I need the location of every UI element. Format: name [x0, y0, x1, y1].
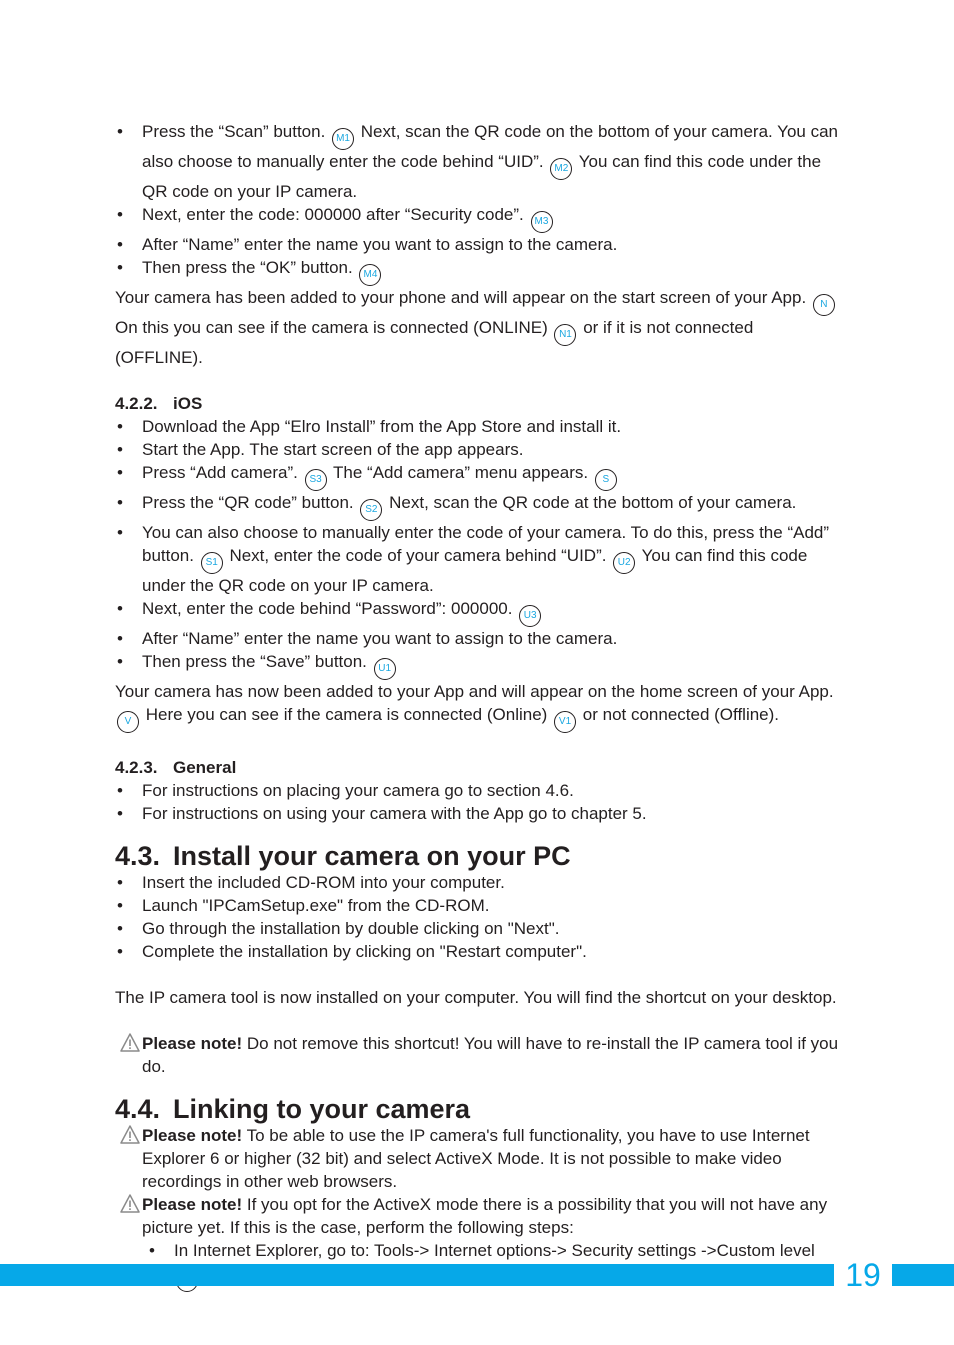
linking-note-2 [115, 1193, 845, 1239]
note-body: If you opt for the ActiveX mode there is a possibility that you will not have any picture yet. If this is the case, perform the following steps: [142, 1195, 828, 1237]
bullet-marker: • [117, 463, 123, 482]
ios-heading [115, 392, 845, 415]
bullet-item [115, 233, 845, 256]
bullet-marker: • [117, 781, 123, 800]
pc-heading [115, 841, 845, 871]
figure-ref-badge: M4 [359, 264, 381, 286]
pc-note-text [142, 1032, 845, 1078]
bullet-text: Complete the installation by clicking on "Restart computer". [142, 942, 587, 961]
bullet-item [115, 779, 845, 802]
bullet-item [115, 940, 845, 963]
figure-ref-badge: S3 [305, 469, 327, 491]
bullet-text: Download the App “Elro Install” from the App Store and install it. [142, 417, 622, 436]
bullet-marker: • [117, 599, 123, 618]
note-label: Please note! [142, 1126, 243, 1145]
bullet-text: Press “Add camera”. S3 The “Add camera” menu appears. S [142, 461, 845, 491]
bullet-item [115, 917, 845, 940]
figure-ref-badge: V [117, 711, 139, 733]
figure-ref-badge: N1 [554, 324, 576, 346]
general-heading-title: General [173, 758, 237, 777]
figure-ref-badge: M1 [332, 128, 354, 150]
pc-note [115, 1032, 845, 1078]
note-body: Do not remove this shortcut! You will have to re-install the IP camera tool if you do. [142, 1034, 839, 1076]
intro-paragraph: Your camera has been added to your phone and will appear on the start screen of your App. N On this you can see if the camera is connected (ONLINE) N1 or if it is not connected (OFFLINE). [115, 286, 845, 369]
bullet-text: Next, enter the code behind “Password”: 000000. U3 [142, 597, 845, 627]
linking-heading-number: 4.4. [115, 1094, 161, 1124]
bullet-text: Launch "IPCamSetup.exe" from the CD-ROM. [142, 896, 490, 915]
bullet-marker: • [117, 942, 123, 961]
bullet-marker: • [117, 440, 123, 459]
bullet-marker: • [149, 1241, 155, 1260]
warning-triangle-icon [115, 1193, 142, 1239]
bullet-item [115, 203, 845, 233]
bullet-text: For instructions on using your camera with the App go to chapter 5. [142, 804, 647, 823]
bullet-item [115, 802, 845, 825]
page-number: 19 [834, 1257, 892, 1293]
bullet-marker: • [117, 122, 123, 141]
figure-ref-badge: S2 [360, 499, 382, 521]
warning-triangle-icon [115, 1032, 142, 1078]
bullet-item [115, 627, 845, 650]
note-body: To be able to use the IP camera's full functionality, you have to use Internet Explorer 6 or higher (32 bit) and select ActiveX Mode. It is not possible to make video recordings in other web browsers. [142, 1126, 810, 1191]
pc-heading-title: Install your camera on your PC [173, 841, 571, 871]
figure-ref-badge: S [595, 469, 617, 491]
bullet-item [115, 650, 845, 680]
bullet-item [115, 256, 845, 286]
bullet-marker: • [117, 873, 123, 892]
ios-heading-number: 4.2.2. [115, 394, 158, 413]
figure-ref-badge: M2 [550, 158, 572, 180]
bullet-marker: • [117, 919, 123, 938]
linking-note-1 [115, 1124, 845, 1193]
bullet-marker: • [117, 417, 123, 436]
bullet-text: After “Name” enter the name you want to assign to the camera. [142, 235, 618, 254]
bullet-item [115, 597, 845, 627]
bullet-marker: • [117, 493, 123, 512]
bullet-text: In Internet Explorer, go to: Tools-> Internet options-> Security settings ->Custom level [174, 1239, 845, 1292]
bullet-marker: • [117, 258, 123, 277]
bullet-item [115, 491, 845, 521]
pc-bullets [115, 871, 845, 963]
pc-paragraph: The IP camera tool is now installed on your computer. You will find the shortcut on your desktop. [115, 988, 837, 1007]
pc-heading-number: 4.3. [115, 841, 161, 871]
bullet-marker: • [117, 652, 123, 671]
bullet-marker: • [117, 235, 123, 254]
note-label: Please note! [142, 1034, 243, 1053]
bullet-marker: • [117, 523, 123, 542]
linking-note-2-text [142, 1193, 845, 1239]
bullet-item [115, 871, 845, 894]
bullet-text: Then press the “OK” button. M4 [142, 256, 845, 286]
bullet-marker: • [117, 205, 123, 224]
linking-note-1-text [142, 1124, 845, 1193]
figure-ref-badge: V1 [554, 711, 576, 733]
note-label: Please note! [142, 1195, 243, 1214]
figure-ref-badge: M3 [531, 211, 553, 233]
warning-triangle-icon [115, 1124, 142, 1193]
bullet-item [115, 438, 845, 461]
bullet-item [115, 521, 845, 597]
bullet-text: Start the App. The start screen of the app appears. [142, 440, 524, 459]
bullet-marker: • [117, 896, 123, 915]
bullet-text: Go through the installation by double clicking on "Next". [142, 919, 560, 938]
bullet-text: Press the “Scan” button. M1 Next, scan the QR code on the bottom of your camera. You can also choose to manually enter the code behind “UID”. M2 You can find this code under the QR code on your IP camera. [142, 122, 838, 201]
bullet-text: Next, enter the code: 000000 after “Security code”. M3 [142, 203, 845, 233]
bullet-marker: • [117, 804, 123, 823]
linking-heading [115, 1094, 845, 1124]
intro-bullets [115, 120, 845, 286]
bullet-text: Insert the included CD-ROM into your computer. [142, 873, 505, 892]
figure-ref-badge: U2 [613, 552, 635, 574]
general-bullets [115, 779, 845, 825]
bullet-text: Then press the “Save” button. U1 [142, 650, 845, 680]
figure-ref-badge: U1 [374, 658, 396, 680]
figure-ref-badge: S1 [201, 552, 223, 574]
spacer [115, 963, 845, 986]
bullet-marker: • [117, 629, 123, 648]
general-heading-number: 4.2.3. [115, 758, 158, 777]
linking-heading-title: Linking to your camera [173, 1094, 471, 1124]
figure-ref-badge: U3 [519, 605, 541, 627]
bullet-text: Press the “QR code” button. S2 Next, scan the QR code at the bottom of your camera. [142, 491, 845, 521]
bullet-item [115, 415, 845, 438]
bullet-text: You can also choose to manually enter the code of your camera. To do this, press the “Add” button. S1 Next, enter the code of your camera behind “UID”. U2 You can find this code under the QR code on your IP camera. [142, 523, 830, 595]
ios-heading-title: iOS [173, 394, 203, 413]
bullet-text: After “Name” enter the name you want to assign to the camera. [142, 629, 618, 648]
ios-bullets [115, 415, 845, 680]
bullet-text: For instructions on placing your camera go to section 4.6. [142, 781, 574, 800]
page-content [115, 120, 845, 1292]
bullet-item [115, 894, 845, 917]
bullet-item [115, 120, 845, 203]
general-heading [115, 756, 845, 779]
bullet-item [115, 461, 845, 491]
ios-paragraph: Your camera has now been added to your App and will appear on the home screen of your App. V Here you can see if the camera is connected (Online) V1 or not connected (Offline). [115, 680, 845, 733]
spacer [115, 1009, 845, 1032]
footer-bar [0, 1264, 954, 1286]
figure-ref-badge: N [813, 294, 835, 316]
